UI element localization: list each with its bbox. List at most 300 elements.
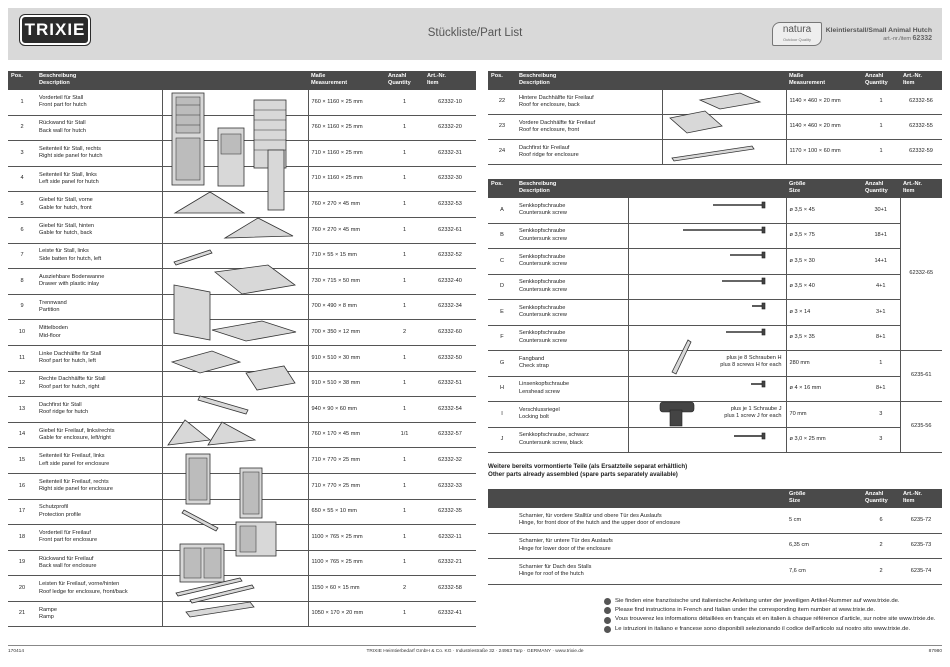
col-size-en: Size [789, 188, 801, 194]
part-qty: 1 [862, 90, 900, 115]
part-pos: 13 [8, 397, 36, 423]
screw-qty: 4+1 [862, 274, 900, 300]
part-item: 62332-34 [424, 294, 476, 320]
screw-image-cell [628, 351, 786, 377]
part-image-cell [662, 115, 786, 140]
part-description [36, 397, 162, 423]
col-quantity [862, 489, 900, 508]
screw-pos: B [488, 223, 516, 249]
footnote-gb [604, 606, 935, 615]
part-size: 760 × 1160 × 25 mm [308, 90, 385, 115]
screw-pos: G [488, 351, 516, 377]
table-row [8, 601, 476, 627]
description-en: Protection profile [39, 511, 81, 518]
screw-size: ø 3,0 × 25 mm [786, 427, 862, 453]
part-image-cell [662, 90, 786, 115]
part-pos: 19 [8, 550, 36, 576]
table-row [488, 140, 942, 165]
col-size-de: Größe [789, 181, 806, 187]
table-row [488, 223, 942, 249]
description-de: Senkkopfschraube [519, 330, 566, 337]
col-art-en: Item [427, 80, 439, 86]
table-row [488, 249, 942, 275]
part-item: 62332-35 [424, 499, 476, 525]
part-size: 730 × 715 × 50 mm [308, 269, 385, 295]
table-row [488, 427, 942, 453]
col-qty-de: Anzahl [865, 73, 884, 79]
part-qty: 1/1 [385, 422, 424, 448]
part-image-cell [662, 140, 786, 165]
hinge-qty: 6 [862, 508, 900, 533]
part-description [516, 376, 628, 402]
screw-size: ø 3 × 14 [786, 300, 862, 326]
part-image-cell [162, 345, 308, 371]
part-description [516, 351, 628, 377]
description-de: Seitenteil für Stall, rechts [39, 146, 101, 153]
part-item: 62332-51 [424, 371, 476, 397]
footnote-fr [604, 615, 935, 624]
screw-image-cell [628, 376, 786, 402]
col-item [900, 489, 942, 508]
part-item: 62332-53 [424, 192, 476, 218]
screw-note-de: plus je 8 Schrauben H [726, 355, 782, 361]
description-en: Left side panel for enclosure [39, 460, 110, 467]
part-image-cell [162, 320, 308, 346]
screw-note [720, 355, 781, 370]
description-de: Rampe [39, 606, 58, 613]
art-label: art.-nr./item [883, 36, 911, 42]
hinge-item: 6235-73 [900, 533, 942, 559]
part-description [36, 141, 162, 167]
col-pos: Pos. [488, 71, 516, 90]
col-size-en: Measurement [311, 80, 348, 86]
description-en: Back wall for enclosure [39, 562, 97, 569]
part-qty: 1 [385, 601, 424, 627]
part-description [516, 533, 786, 559]
part-description [516, 115, 662, 140]
description-en: Locking bolt [519, 414, 549, 421]
table-row [8, 217, 476, 243]
part-pos: 21 [8, 601, 36, 627]
hinges-table [488, 489, 942, 585]
flag-de-icon [604, 598, 611, 605]
description-en: Roof part for hutch, right [39, 383, 100, 390]
col-qty-de: Anzahl [865, 491, 884, 497]
description-de: Mittelboden [39, 325, 68, 332]
part-description [516, 402, 628, 428]
screw-image-cell [628, 402, 786, 428]
col-qty-en: Quantity [865, 498, 888, 504]
part-description [516, 140, 662, 165]
part-item: 62332-31 [424, 141, 476, 167]
col-qty-de: Anzahl [865, 181, 884, 187]
hinge-qty: 2 [862, 559, 900, 585]
part-image-cell [162, 525, 308, 551]
col-pos [488, 489, 516, 508]
part-description [36, 371, 162, 397]
part-qty: 1 [385, 550, 424, 576]
part-size: 1140 × 460 × 20 mm [786, 115, 862, 140]
part-item: 62332-61 [424, 217, 476, 243]
col-size-en: Measurement [789, 80, 826, 86]
part-size: 910 × 510 × 38 mm [308, 371, 385, 397]
part-item: 62332-21 [424, 550, 476, 576]
col-pos: Pos. [8, 71, 36, 90]
screw-note-en: plus 1 screw J for each [724, 413, 782, 420]
screw-qty: 3+1 [862, 300, 900, 326]
table-row [8, 345, 476, 371]
table-row [488, 300, 942, 326]
part-qty: 1 [862, 140, 900, 165]
part-qty: 1 [385, 141, 424, 167]
part-pos: 1 [8, 90, 36, 115]
description-en: Hinge, for front door of the hutch and the upper door of enclosure [519, 520, 681, 527]
page-title: Stückliste/Part List [427, 27, 523, 39]
part-image-cell [162, 576, 308, 602]
part-qty: 1 [385, 294, 424, 320]
col-qty-en: Quantity [865, 188, 888, 194]
footnote-it [604, 625, 935, 634]
col-art-de: Art.-Nr. [427, 73, 446, 79]
part-description [516, 274, 628, 300]
part-description [516, 198, 628, 223]
description-en: Roof part for hutch, left [39, 358, 96, 365]
part-item: 62332-30 [424, 166, 476, 192]
part-pos: 14 [8, 422, 36, 448]
screw-qty: 8+1 [862, 376, 900, 402]
part-image-cell [162, 243, 308, 269]
part-description [516, 90, 662, 115]
description-en: Countersunk screw [519, 210, 567, 217]
table-row [8, 473, 476, 499]
col-quantity [385, 71, 424, 90]
col-art-de: Art.-Nr. [903, 181, 922, 187]
part-pos: 10 [8, 320, 36, 346]
natura-logo [772, 22, 822, 46]
description-de: Linke Dachhälfte für Stall [39, 350, 102, 357]
part-image-cell [162, 141, 308, 167]
screw-pos: D [488, 274, 516, 300]
description-en: Gable for hutch, front [39, 204, 92, 211]
col-size [786, 179, 862, 198]
part-image-cell [162, 448, 308, 474]
description-de: Senkkopfschraube, schwarz [519, 432, 589, 439]
part-qty: 1 [385, 90, 424, 115]
screw-image-cell [628, 325, 786, 351]
description-de: Ausziehbare Bodenwanne [39, 274, 105, 281]
description-en: Gable for enclosure, left/right [39, 435, 111, 442]
description-en: Left side panel for hutch [39, 179, 99, 186]
table-header [488, 179, 942, 198]
hinge-pos [488, 559, 516, 585]
part-image-cell [162, 115, 308, 141]
part-qty: 1 [385, 192, 424, 218]
description-de: Schutzprofil [39, 504, 69, 511]
part-size: 650 × 55 × 10 mm [308, 499, 385, 525]
table-row [488, 351, 942, 377]
hinge-pos [488, 508, 516, 533]
screw-pos: I [488, 402, 516, 428]
col-qty-en: Quantity [865, 80, 888, 86]
description-en: Roof for enclosure, back [519, 102, 580, 108]
part-description [36, 345, 162, 371]
part-qty: 1 [385, 269, 424, 295]
col-description [36, 71, 162, 90]
part-description [36, 422, 162, 448]
part-pos: 6 [8, 217, 36, 243]
col-desc-de: Beschreibung [39, 73, 77, 79]
page-footer [8, 645, 942, 654]
screw-note-de: plus je 1 Schraube J [730, 406, 782, 412]
part-description [36, 525, 162, 551]
part-qty: 2 [385, 320, 424, 346]
part-pos: 22 [488, 90, 516, 115]
table-row [8, 192, 476, 218]
description-de: Dachfirst für Stall [39, 402, 82, 409]
col-description [516, 489, 786, 508]
hinge-item: 6235-72 [900, 508, 942, 533]
part-pos: 8 [8, 269, 36, 295]
description-en: Partition [39, 307, 60, 314]
part-description [516, 300, 628, 326]
col-qty-de: Anzahl [388, 73, 407, 79]
description-de: Seitenteil für Stall, links [39, 171, 97, 178]
col-quantity [862, 71, 900, 90]
part-pos: 18 [8, 525, 36, 551]
description-de: Hintere Dachhälfte für Freilauf [519, 94, 594, 101]
description-en: Countersunk screw [519, 261, 567, 268]
description-en: Right side panel for enclosure [39, 486, 114, 493]
description-de: Seitenteil für Freilauf, rechts [39, 478, 109, 485]
part-pos: 17 [8, 499, 36, 525]
screw-pos: F [488, 325, 516, 351]
col-desc-en: Description [39, 80, 70, 86]
screw-size: 280 mm [786, 351, 862, 377]
part-image-cell [162, 166, 308, 192]
part-qty: 1 [385, 217, 424, 243]
screw-size: ø 3,5 × 35 [786, 325, 862, 351]
part-pos: 7 [8, 243, 36, 269]
table-row [8, 115, 476, 141]
col-measurement [308, 71, 385, 90]
description-de: Senkkopfschraube [519, 202, 566, 209]
description-en: Roof for enclosure, front [519, 127, 580, 133]
screw-pos: C [488, 249, 516, 275]
screw-pos: E [488, 300, 516, 326]
footnote-text: Vous trouverez les informations détaillées en français et en italien à chaque référence d'article, sur notre site www.trixie.de. [615, 616, 936, 623]
screw-qty: 3 [862, 427, 900, 453]
description-en: Roof ridge for enclosure [519, 152, 579, 158]
hinge-size: 7,6 cm [786, 559, 862, 585]
part-pos: 3 [8, 141, 36, 167]
part-image-cell [162, 601, 308, 627]
table-row [8, 371, 476, 397]
part-size: 710 × 1160 × 25 mm [308, 166, 385, 192]
part-description [36, 550, 162, 576]
product-art [826, 35, 932, 42]
description-de: Linsenkopfschraube [519, 381, 570, 388]
part-size: 1170 × 100 × 60 mm [786, 140, 862, 165]
part-size: 1100 × 765 × 25 mm [308, 525, 385, 551]
preassembled-note [488, 463, 687, 479]
table-row [8, 320, 476, 346]
table-row [488, 559, 942, 585]
col-image [628, 179, 786, 198]
screw-size: ø 3,5 × 75 [786, 223, 862, 249]
description-de: Scharnier für Dach des Stalls [519, 563, 592, 570]
part-description [36, 576, 162, 602]
col-art-en: Item [903, 188, 915, 194]
part-size: 760 × 1160 × 25 mm [308, 115, 385, 141]
description-en: Drawer with plastic inlay [39, 281, 99, 288]
footer-code: 170414 [8, 649, 25, 654]
part-image-cell [162, 192, 308, 218]
description-en: Roof ridge for hutch [39, 409, 89, 416]
description-de: Giebel für Stall, vorne [39, 197, 93, 204]
description-en: Gable for hutch, back [39, 230, 93, 237]
description-de: Rückwand für Stall [39, 120, 86, 127]
part-image-cell [162, 217, 308, 243]
screw-group-item: 6235-56 [900, 402, 942, 453]
description-en: Countersunk screw [519, 286, 567, 293]
description-de: Senkkopfschraube [519, 279, 566, 286]
part-qty: 1 [385, 166, 424, 192]
part-size: 710 × 55 × 15 mm [308, 243, 385, 269]
trixie-logo: TRIXIE [20, 15, 90, 45]
part-item: 62332-58 [424, 576, 476, 602]
part-description [36, 269, 162, 295]
col-image [162, 71, 308, 90]
table-row [8, 576, 476, 602]
description-en: Ramp [39, 614, 54, 621]
part-size: 940 × 90 × 60 mm [308, 397, 385, 423]
part-image-cell [162, 397, 308, 423]
part-item: 62332-57 [424, 422, 476, 448]
description-en: Front part for enclosure [39, 537, 98, 544]
table-row [8, 141, 476, 167]
description-en: Countersunk screw [519, 235, 567, 242]
description-de: Senkkopfschraube [519, 304, 566, 311]
part-description [516, 508, 786, 533]
table-row [488, 90, 942, 115]
screw-image-cell [628, 427, 786, 453]
part-description [36, 294, 162, 320]
screw-note-en: plus 8 screws H for each [720, 362, 782, 369]
part-qty: 1 [862, 115, 900, 140]
table-row [8, 448, 476, 474]
table-row [8, 499, 476, 525]
part-qty: 1 [385, 499, 424, 525]
screw-pos: A [488, 198, 516, 223]
part-item: 62332-32 [424, 448, 476, 474]
part-item: 62332-50 [424, 345, 476, 371]
table-row [8, 166, 476, 192]
part-image-cell [162, 550, 308, 576]
description-en: Hinge for lower door of the enclosure [519, 545, 611, 552]
part-qty: 2 [385, 576, 424, 602]
part-pos: 5 [8, 192, 36, 218]
hinge-item: 6235-74 [900, 559, 942, 585]
preassembled-note-en: Other parts already assembled (spare parts separately available) [488, 471, 678, 478]
col-pos: Pos. [488, 179, 516, 198]
table-header [488, 71, 942, 90]
description-de: Seitenteil für Freilauf, links [39, 453, 105, 460]
language-footnotes [604, 597, 935, 634]
part-item: 62332-60 [424, 320, 476, 346]
description-de: Rechte Dachhälfte für Stall [39, 376, 106, 383]
part-item: 62332-40 [424, 269, 476, 295]
part-size: 700 × 490 × 8 mm [308, 294, 385, 320]
part-description [516, 427, 628, 453]
description-en: Check strap [519, 363, 549, 370]
screw-size: ø 3,5 × 45 [786, 198, 862, 223]
screw-qty: 8+1 [862, 325, 900, 351]
part-image-cell [162, 473, 308, 499]
screw-group-item: 62332-65 [900, 198, 942, 351]
part-qty: 1 [385, 115, 424, 141]
screw-image-cell [628, 249, 786, 275]
screw-size: ø 4 × 16 mm [786, 376, 862, 402]
part-item: 62332-55 [900, 115, 942, 140]
part-qty: 1 [385, 448, 424, 474]
part-pos: 9 [8, 294, 36, 320]
description-de: Scharnier, für vordere Stalltür und obere Tür des Auslaufs [519, 512, 662, 519]
part-size: 910 × 510 × 30 mm [308, 345, 385, 371]
description-en: Roof ledge for enclosure, front/back [39, 588, 128, 595]
part-description [36, 320, 162, 346]
part-description [36, 243, 162, 269]
description-de: Vorderteil für Stall [39, 94, 84, 101]
part-image-cell [162, 422, 308, 448]
part-description [36, 90, 162, 115]
flag-fr-icon [604, 617, 611, 624]
col-item [424, 71, 476, 90]
part-size: 710 × 770 × 25 mm [308, 473, 385, 499]
screw-qty: 3 [862, 402, 900, 428]
table-row [488, 508, 942, 533]
description-en: Back wall for hutch [39, 127, 86, 134]
description-en: Front part for hutch [39, 102, 87, 109]
screw-image-cell [628, 274, 786, 300]
screws-table [488, 179, 942, 453]
screw-qty: 30+1 [862, 198, 900, 223]
table-row [8, 243, 476, 269]
table-row [488, 376, 942, 402]
part-item: 62332-41 [424, 601, 476, 627]
col-art-en: Item [903, 498, 915, 504]
col-measurement [786, 71, 862, 90]
description-en: Hinge for roof of the hutch [519, 571, 584, 578]
part-description [36, 192, 162, 218]
screw-pos: J [488, 427, 516, 453]
part-pos: 24 [488, 140, 516, 165]
part-pos: 23 [488, 115, 516, 140]
col-size-de: Maße [789, 73, 804, 79]
screw-qty: 18+1 [862, 223, 900, 249]
col-size-de: Maße [311, 73, 326, 79]
part-pos: 11 [8, 345, 36, 371]
screw-image-cell [628, 198, 786, 223]
hinge-size: 6,35 cm [786, 533, 862, 559]
part-size: 760 × 170 × 45 mm [308, 422, 385, 448]
part-item: 62332-56 [900, 90, 942, 115]
product-name: Kleintierstall/Small Animal Hutch [825, 27, 932, 34]
part-description [516, 223, 628, 249]
part-size: 700 × 350 × 12 mm [308, 320, 385, 346]
description-en: Side batten for hutch, left [39, 255, 102, 262]
part-item: 62332-20 [424, 115, 476, 141]
natura-tagline: Outdoor Quality [782, 37, 811, 42]
